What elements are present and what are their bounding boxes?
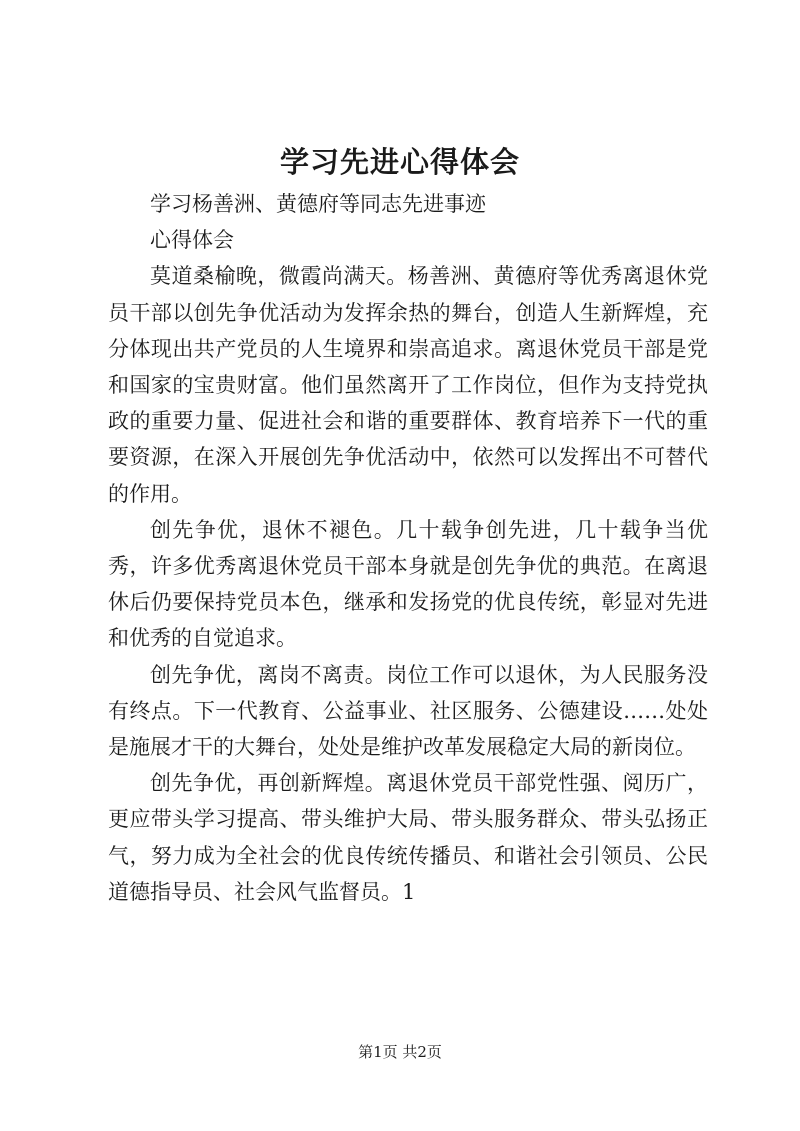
subtitle-line: 学习杨善洲、黄德府等同志先进事迹 [150, 192, 486, 216]
paragraph: 创先争优，离岗不离责。岗位工作可以退休，为人民服务没有终点。下一代教育、公益事业、社区服务、公德建设……处处是施展才干的大舞台，处处是维护改革发展稳定大局的新岗位。 [108, 662, 708, 760]
document-body [108, 186, 708, 910]
subtitle-line: 心得体会 [150, 228, 234, 253]
paragraph: 创先争优，退休不褪色。几十载争创先进，几十载争当优秀，许多优秀离退休党员干部本身就是创先争优的典范。在离退休后仍要保持党员本色，继承和发扬党的优良传统，彰显对先进和优秀的自觉追求。 [108, 517, 708, 651]
document-title: 学习先进心得体会 [279, 145, 520, 179]
page-footer: 第1页 共2页 [358, 1043, 442, 1061]
paragraph: 莫道桑榆晚，微霞尚满天。杨善洲、黄德府等优秀离退休党员干部以创先争优活动为发挥余热的舞台，创造人生新辉煌，充分体现出共产党员的人生境界和崇高追求。离退休党员干部是党和国家的宝贵财富。他们虽然离开了工作岗位，但作为支持党执政的重要力量、促进社会和谐的重要群体、教育培养下一代的重要资源，在深入开展创先争优活动中，依然可以发挥出不可替代的作用。 [108, 264, 708, 506]
paragraph: 创先争优，再创新辉煌。离退休党员干部党性强、阅历广，更应带头学习提高、带头维护大局、带头服务群众、带头弘扬正气，努力成为全社会的优良传统传播员、和谐社会引领员、公民道德指导员、社会风气监督员。1 [108, 771, 708, 904]
